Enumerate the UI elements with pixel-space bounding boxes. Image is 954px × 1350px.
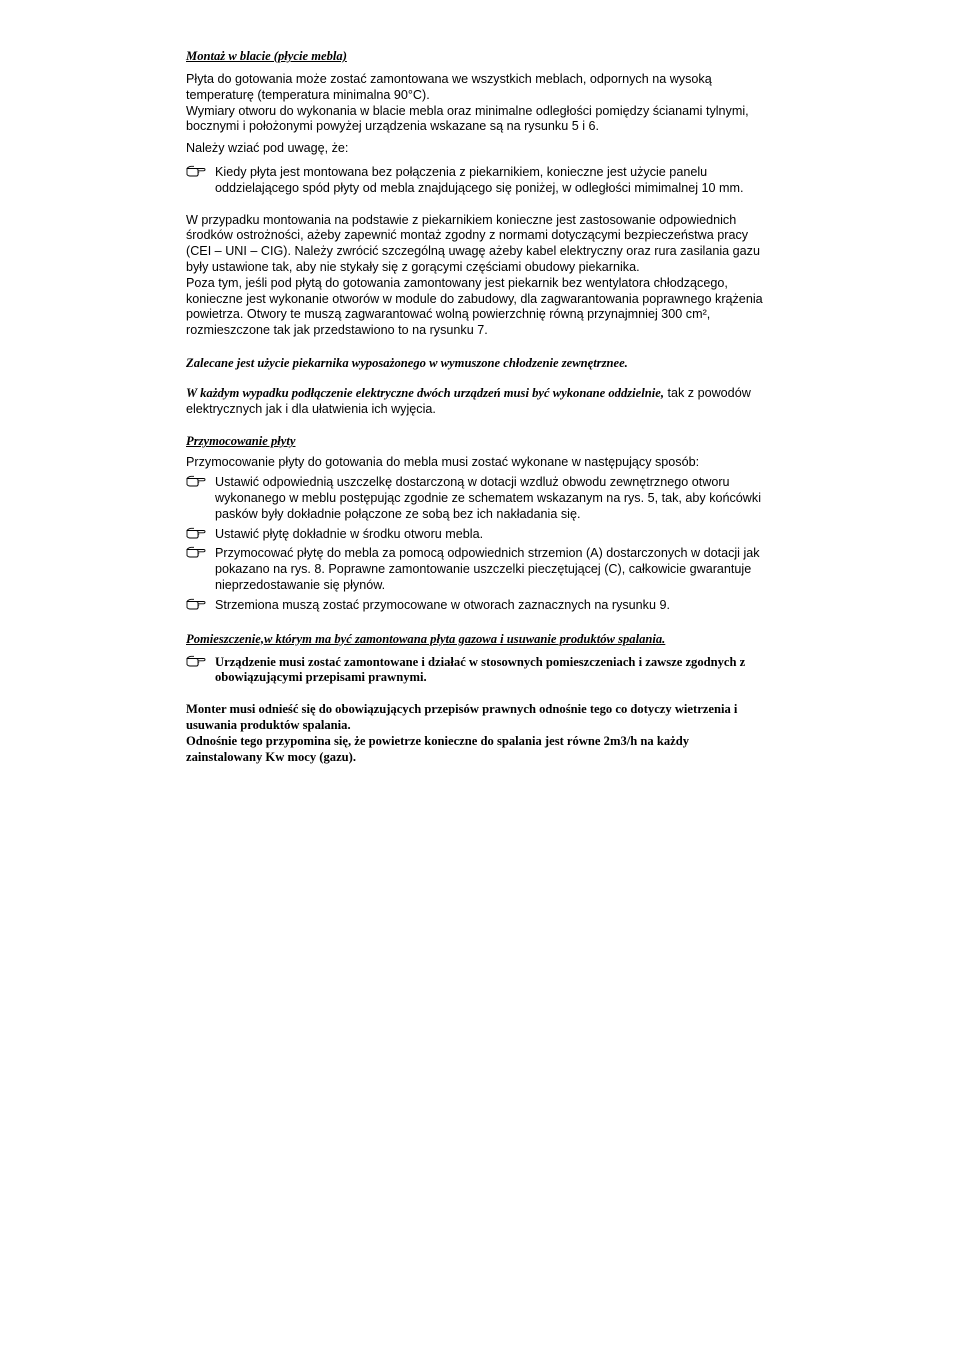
paragraph: Odnośnie tego przypomina się, że powietrze konieczne do spalania jest równe 2m3/h na każdy zainstalowany Kw mocy (gazu). xyxy=(186,733,690,764)
list-item-text: Ustawić płytę dokładnie w środku otworu mebla. xyxy=(215,526,484,541)
paragraph: Wymiary otworu do wykonania w blacie mebla oraz minimalne odległości pomiędzy ścianami tylnymi, bocznymi i położonymi powyżej urządzenia wskazane są na rysunku 5 i 6. xyxy=(186,103,749,134)
document-page xyxy=(186,48,768,765)
note-electrical-bold: W każdym wypadku podłączenie elektryczne dwóch urządzeń musi być wykonane oddzielnie, xyxy=(186,385,664,400)
pointing-hand-icon xyxy=(186,526,206,539)
list-item-text: Strzemiona muszą zostać przymocowane w otworach zaznacznych na rysunku 9. xyxy=(215,597,670,612)
pointing-hand-icon xyxy=(186,654,206,667)
note-electrical xyxy=(186,386,768,418)
list-item-text: Przymocować płytę do mebla za pomocą odpowiednich strzemion (A) dostarczonych w dotacji jak pokazano na rys. 8. Poprawne zamontowanie uszczelki pieczętującej (C), całkowicie gwarantuje nieprzedostawanie się płynów. xyxy=(215,546,760,592)
paragraph: W przypadku montowania na podstawie z piekarnikiem konieczne jest zastosowanie odpowiednich środków ostrożności, ażeby zapewnić montaż zgodny z normami dotyczącymi bezpieczeństwa pracy (CEI – UNI – CIG). Należy zwrócić szczególną uwagę ażeby kabel elektryczny oraz rura zasilania gazu były ustawione tak, aby nie stykały się z gorącymi częściami obudowy piekarnika. xyxy=(186,212,760,274)
section-heading-mounting: Montaż w blacie (płycie mebla) xyxy=(186,49,347,63)
list-item-text: Ustawić odpowiednią uszczelkę dostarczoną w dotacji wzdluż obwodu zewnętrznego otworu wykonanego w meblu postępując zgodnie ze schematem wskazanym na rys. 5, tak, aby końcówki pasków były dokładnie połączone ze sobą bez ich nakładania się. xyxy=(215,475,762,521)
paragraph: Należy wziać pod uwagę, że: xyxy=(186,141,349,156)
list-item xyxy=(186,527,768,543)
paragraph: Przymocowanie płyty do gotowania do mebla musi zostać wykonane w następujący sposób: xyxy=(186,455,700,470)
section-heading-room: Pomieszczenie,w którym ma być zamontowana płyta gazowa i usuwanie produktów spalania. xyxy=(186,631,666,646)
pointing-hand-icon xyxy=(186,474,206,487)
list-item-text: Kiedy płyta jest montowana bez połączenia z piekarnikiem, konieczne jest użycie panelu oddzielającego spód płyty od mebla znajdującego się poniżej, w odległości mimimalnej 10 mm. xyxy=(215,164,744,195)
list-item xyxy=(186,165,768,197)
paragraph: Płyta do gotowania może zostać zamontowana we wszystkich meblach, odpornych na wysoką temperaturę (temperatura minimalna 90°C). xyxy=(186,72,712,102)
note-recommendation: Zalecane jest użycie piekarnika wyposażonego w wymuszone chłodzenie zewnętrznee. xyxy=(186,355,628,370)
list-item xyxy=(186,546,768,593)
pointing-hand-icon xyxy=(186,545,206,558)
pointing-hand-icon xyxy=(186,597,206,610)
list-item xyxy=(186,655,768,687)
list-item xyxy=(186,598,768,614)
paragraph: Monter musi odnieść się do obowiązujących przepisów prawnych odnośnie tego co dotyczy wietrzenia i usuwania produktów spalania. xyxy=(186,702,738,732)
pointing-hand-icon xyxy=(186,164,206,177)
note-electrical-rest: tak z powodów elektrycznych jak i dla ułatwienia ich wyjęcia. xyxy=(186,385,751,416)
section-heading-fixing: Przymocowanie płyty xyxy=(186,434,296,449)
paragraph: Poza tym, jeśli pod płytą do gotowania zamontowany jest piekarnik bez wentylatora chłodzącego, konieczne jest wykonanie otworów w module do zabudowy, dla zagwarantowania poprawnego krążenia powietrza. Otwory te muszą zagwarantować wolną powierzchnię równą przynajmniej 300 cm², rozmieszczone tak jak przedstawiono to na rysunku 7. xyxy=(186,275,763,338)
list-item xyxy=(186,475,768,522)
list-item-text: Urządzenie musi zostać zamontowane i działać w stosownych pomieszczeniach i zawsze zgodnych z obowiązującymi przepisami prawnymi. xyxy=(215,654,746,685)
